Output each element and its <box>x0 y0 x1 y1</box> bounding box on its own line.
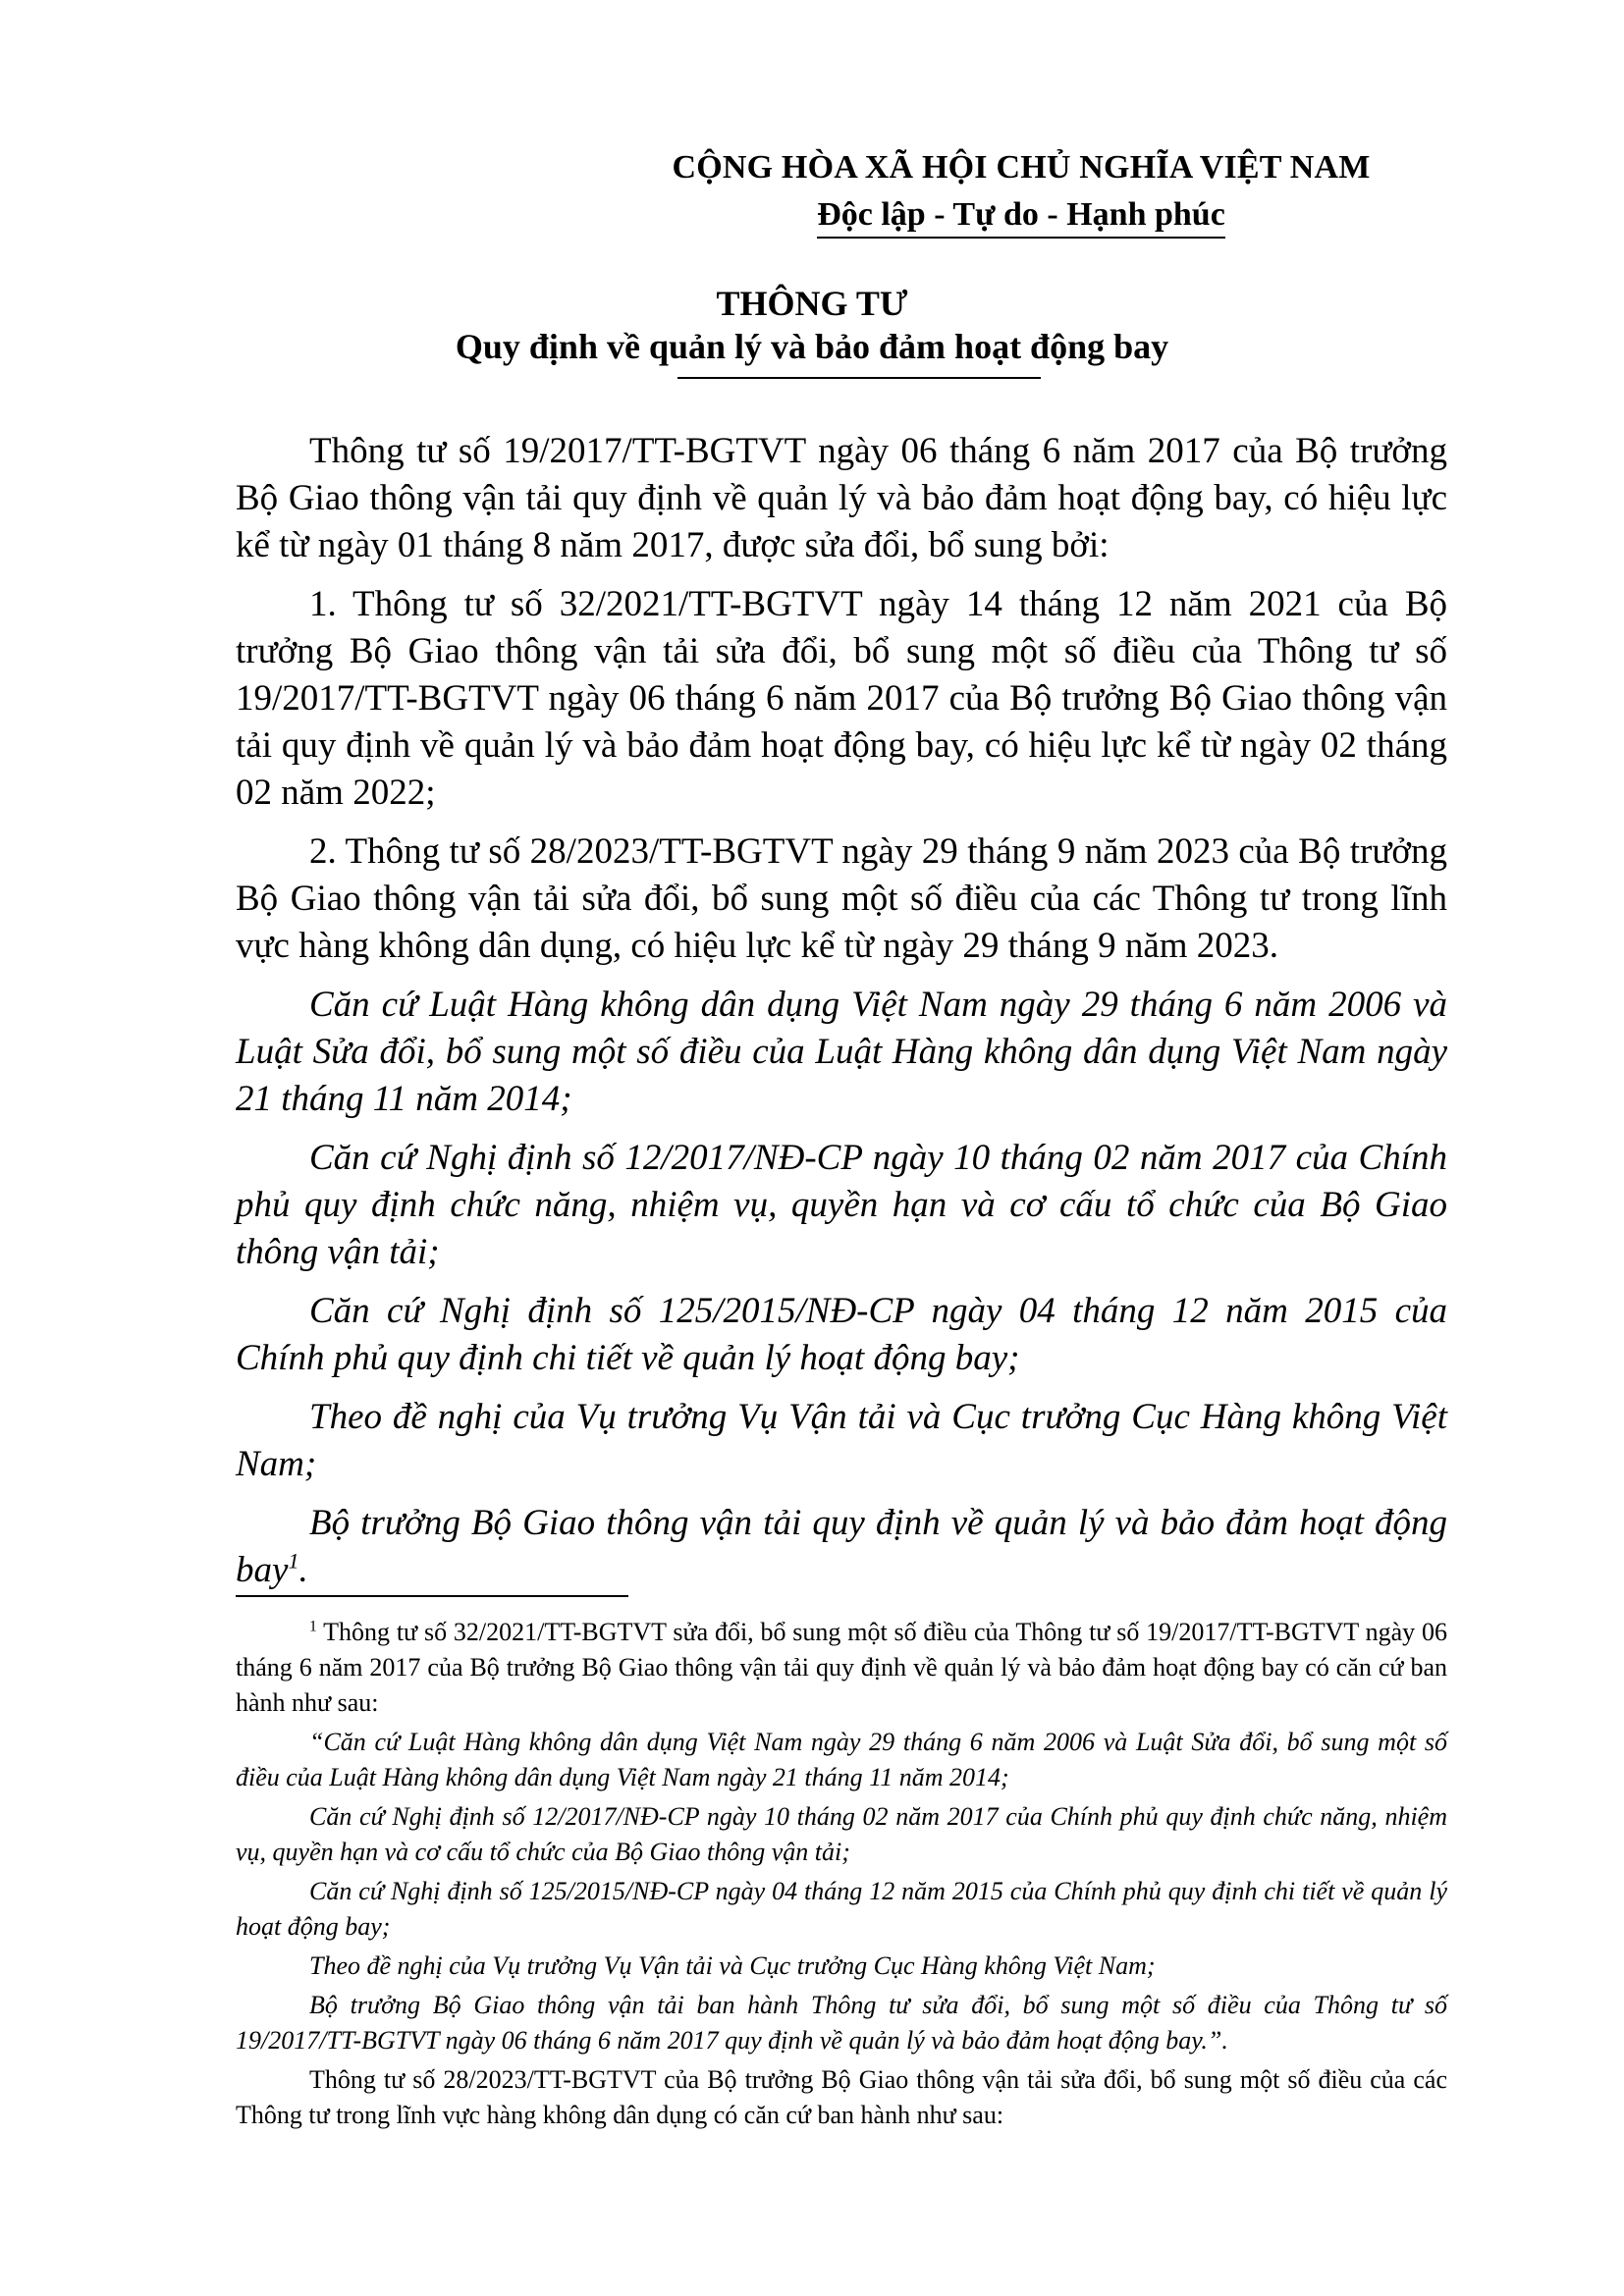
legal-basis-4: Theo đề nghị của Vụ trưởng Vụ Vận tải và Cục trưởng Cục Hàng không Việt Nam; <box>236 1397 1447 1484</box>
issuance-end: . <box>298 1550 308 1590</box>
legal-basis-1: Căn cứ Luật Hàng không dân dụng Việt Nam ngày 29 tháng 6 năm 2006 và Luật Sửa đổi, bổ sung một số điều của Luật Hàng không dân dụng Việt Nam ngày 21 tháng 11 năm 2014; <box>236 985 1447 1119</box>
footnote-1-quote-3: Căn cứ Nghị định số 125/2015/NĐ-CP ngày 04 tháng 12 năm 2015 của Chính phủ quy định chi tiết về quản lý hoạt động bay; <box>236 1877 1447 1941</box>
nation-name: CỘNG HÒA XÃ HỘI CHỦ NGHĨA VIỆT NAM <box>672 149 1371 186</box>
title-underline <box>677 377 1041 379</box>
intro-paragraph: Thông tư số 19/2017/TT-BGTVT ngày 06 tháng 6 năm 2017 của Bộ trưởng Bộ Giao thông vận tải quy định về quản lý và bảo đảm hoạt động bay, có hiệu lực kể từ ngày 01 tháng 8 năm 2017, được sửa đổi, bổ sung bởi: <box>236 431 1447 565</box>
document-body <box>236 428 1447 1606</box>
document-title: Quy định về quản lý và bảo đảm hoạt động bay <box>455 327 1169 366</box>
issuance-statement <box>236 1500 1447 1594</box>
footnote-1 <box>236 1615 1447 1721</box>
legal-basis-3: Căn cứ Nghị định số 125/2015/NĐ-CP ngày 04 tháng 12 năm 2015 của Chính phủ quy định chi tiết về quản lý hoạt động bay; <box>236 1291 1447 1378</box>
amendment-2: 2. Thông tư số 28/2023/TT-BGTVT ngày 29 tháng 9 năm 2023 của Bộ trưởng Bộ Giao thông vận tải sửa đổi, bổ sung một số điều của các Thông tư trong lĩnh vực hàng không dân dụng, có hiệu lực kể từ ngày 29 tháng 9 năm 2023. <box>236 831 1447 966</box>
national-header <box>648 149 1532 239</box>
footnote-1-text: Thông tư số 32/2021/TT-BGTVT sửa đổi, bổ sung một số điều của Thông tư số 19/2017/TT-BGTVT ngày 06 tháng 6 năm 2017 của Bộ trưởng Bộ Giao thông vận tải quy định về quản lý và bảo đảm hoạt động bay có căn cứ ban hành như sau: <box>236 1618 1447 1717</box>
footnote-reference[interactable]: 1 <box>288 1548 299 1574</box>
footnote-1-part-2: Thông tư số 28/2023/TT-BGTVT của Bộ trưởng Bộ Giao thông vận tải sửa đổi, bổ sung một số điều của các Thông tư trong lĩnh vực hàng không dân dụng có căn cứ ban hành như sau: <box>236 2065 1447 2129</box>
document-type: THÔNG TƯ <box>716 284 908 323</box>
footnote-1-quote-2: Căn cứ Nghị định số 12/2017/NĐ-CP ngày 10 tháng 02 năm 2017 của Chính phủ quy định chức năng, nhiệm vụ, quyền hạn và cơ cấu tổ chức của Bộ Giao thông vận tải; <box>236 1802 1447 1866</box>
footnote-separator <box>236 1595 628 1597</box>
amendment-1: 1. Thông tư số 32/2021/TT-BGTVT ngày 14 tháng 12 năm 2021 của Bộ trưởng Bộ Giao thông vận tải sửa đổi, bổ sung một số điều của Thông tư số 19/2017/TT-BGTVT ngày 06 tháng 6 năm 2017 của Bộ trưởng Bộ Giao thông vận tải quy định về quản lý và bảo đảm hoạt động bay, có hiệu lực kể từ ngày 02 tháng 02 năm 2022; <box>236 584 1447 813</box>
footnote-1-quote-5: Bộ trưởng Bộ Giao thông vận tải ban hành Thông tư sửa đổi, bổ sung một số điều của Thông tư số 19/2017/TT-BGTVT ngày 06 tháng 6 năm 2017 quy định về quản lý và bảo đảm hoạt động bay.”. <box>236 1991 1447 2055</box>
national-motto: Độc lập - Tự do - Hạnh phúc <box>817 196 1225 239</box>
issuance-text: Bộ trưởng Bộ Giao thông vận tải quy định về quản lý và bảo đảm hoạt động bay <box>236 1503 1447 1590</box>
footnotes-section <box>236 1615 1447 2137</box>
footnote-1-quote-4: Theo đề nghị của Vụ trưởng Vụ Vận tải và Cục trưởng Cục Hàng không Việt Nam; <box>309 1951 1156 1980</box>
footnote-marker: 1 <box>309 1618 317 1635</box>
motto-wrapper <box>648 196 1394 239</box>
legal-basis-2: Căn cứ Nghị định số 12/2017/NĐ-CP ngày 10 tháng 02 năm 2017 của Chính phủ quy định chức năng, nhiệm vụ, quyền hạn và cơ cấu tổ chức của Bộ Giao thông vận tải; <box>236 1138 1447 1272</box>
footnote-1-quote-1: “Căn cứ Luật Hàng không dân dụng Việt Nam ngày 29 tháng 6 năm 2006 và Luật Sửa đổi, bổ sung một số điều của Luật Hàng không dân dụng Việt Nam ngày 21 tháng 11 năm 2014; <box>236 1728 1447 1791</box>
